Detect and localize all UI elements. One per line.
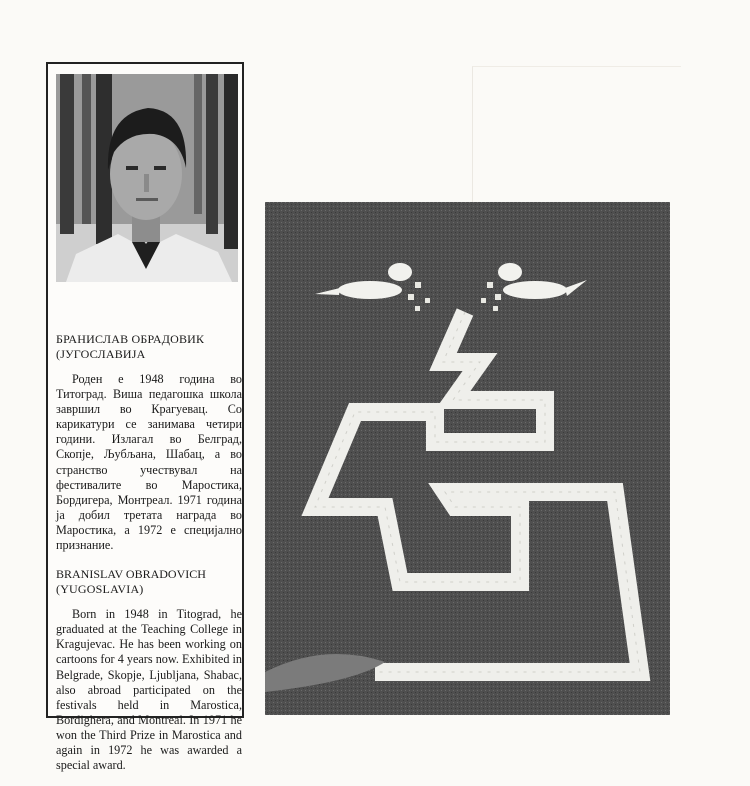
artist-name-english: BRANISLAV OBRADOVICH [56, 567, 206, 582]
bio-paragraph-macedonian: Роден е 1948 година во Титоград. Виша педагошка школа завршил во Крагуевац. Со карикатури се занимава четири години. Излагал во Белград, Скопје, Љубљана, Шабац, а во странство учествувал на фестивалите во Маростика, Бордигера, Монтреал. 1971 година ја добил третата награда во Маростика, а 1972 е специјално признание. [56, 372, 242, 553]
artist-name-macedonian: БРАНИСЛАВ ОБРАДОВИК [56, 332, 205, 346]
cartoon-artwork [265, 202, 670, 715]
maze-path-illustration [265, 202, 670, 715]
bio-paragraph-english: Born in 1948 in Titograd, he graduated at the Teaching College in Kragujevac. He has been working on cartoons for 4 years now. Exhibited in Belgrade, Skopje, Ljubljana, Shabac, also abroad participated on the festivals held in Marostica, Bordighera, and Montreal. In 1971 he won the Third Prize in Marostica and again in 1972 he was awarded a special award. [56, 607, 242, 773]
artist-bio-box [46, 62, 244, 773]
artist-portrait-photo [56, 74, 238, 282]
artist-country-english: (YUGOSLAVIA) [56, 582, 144, 597]
artist-bio-text [56, 332, 242, 773]
artist-country-macedonian: (ЈУГОСЛАВИЈА [56, 347, 146, 361]
